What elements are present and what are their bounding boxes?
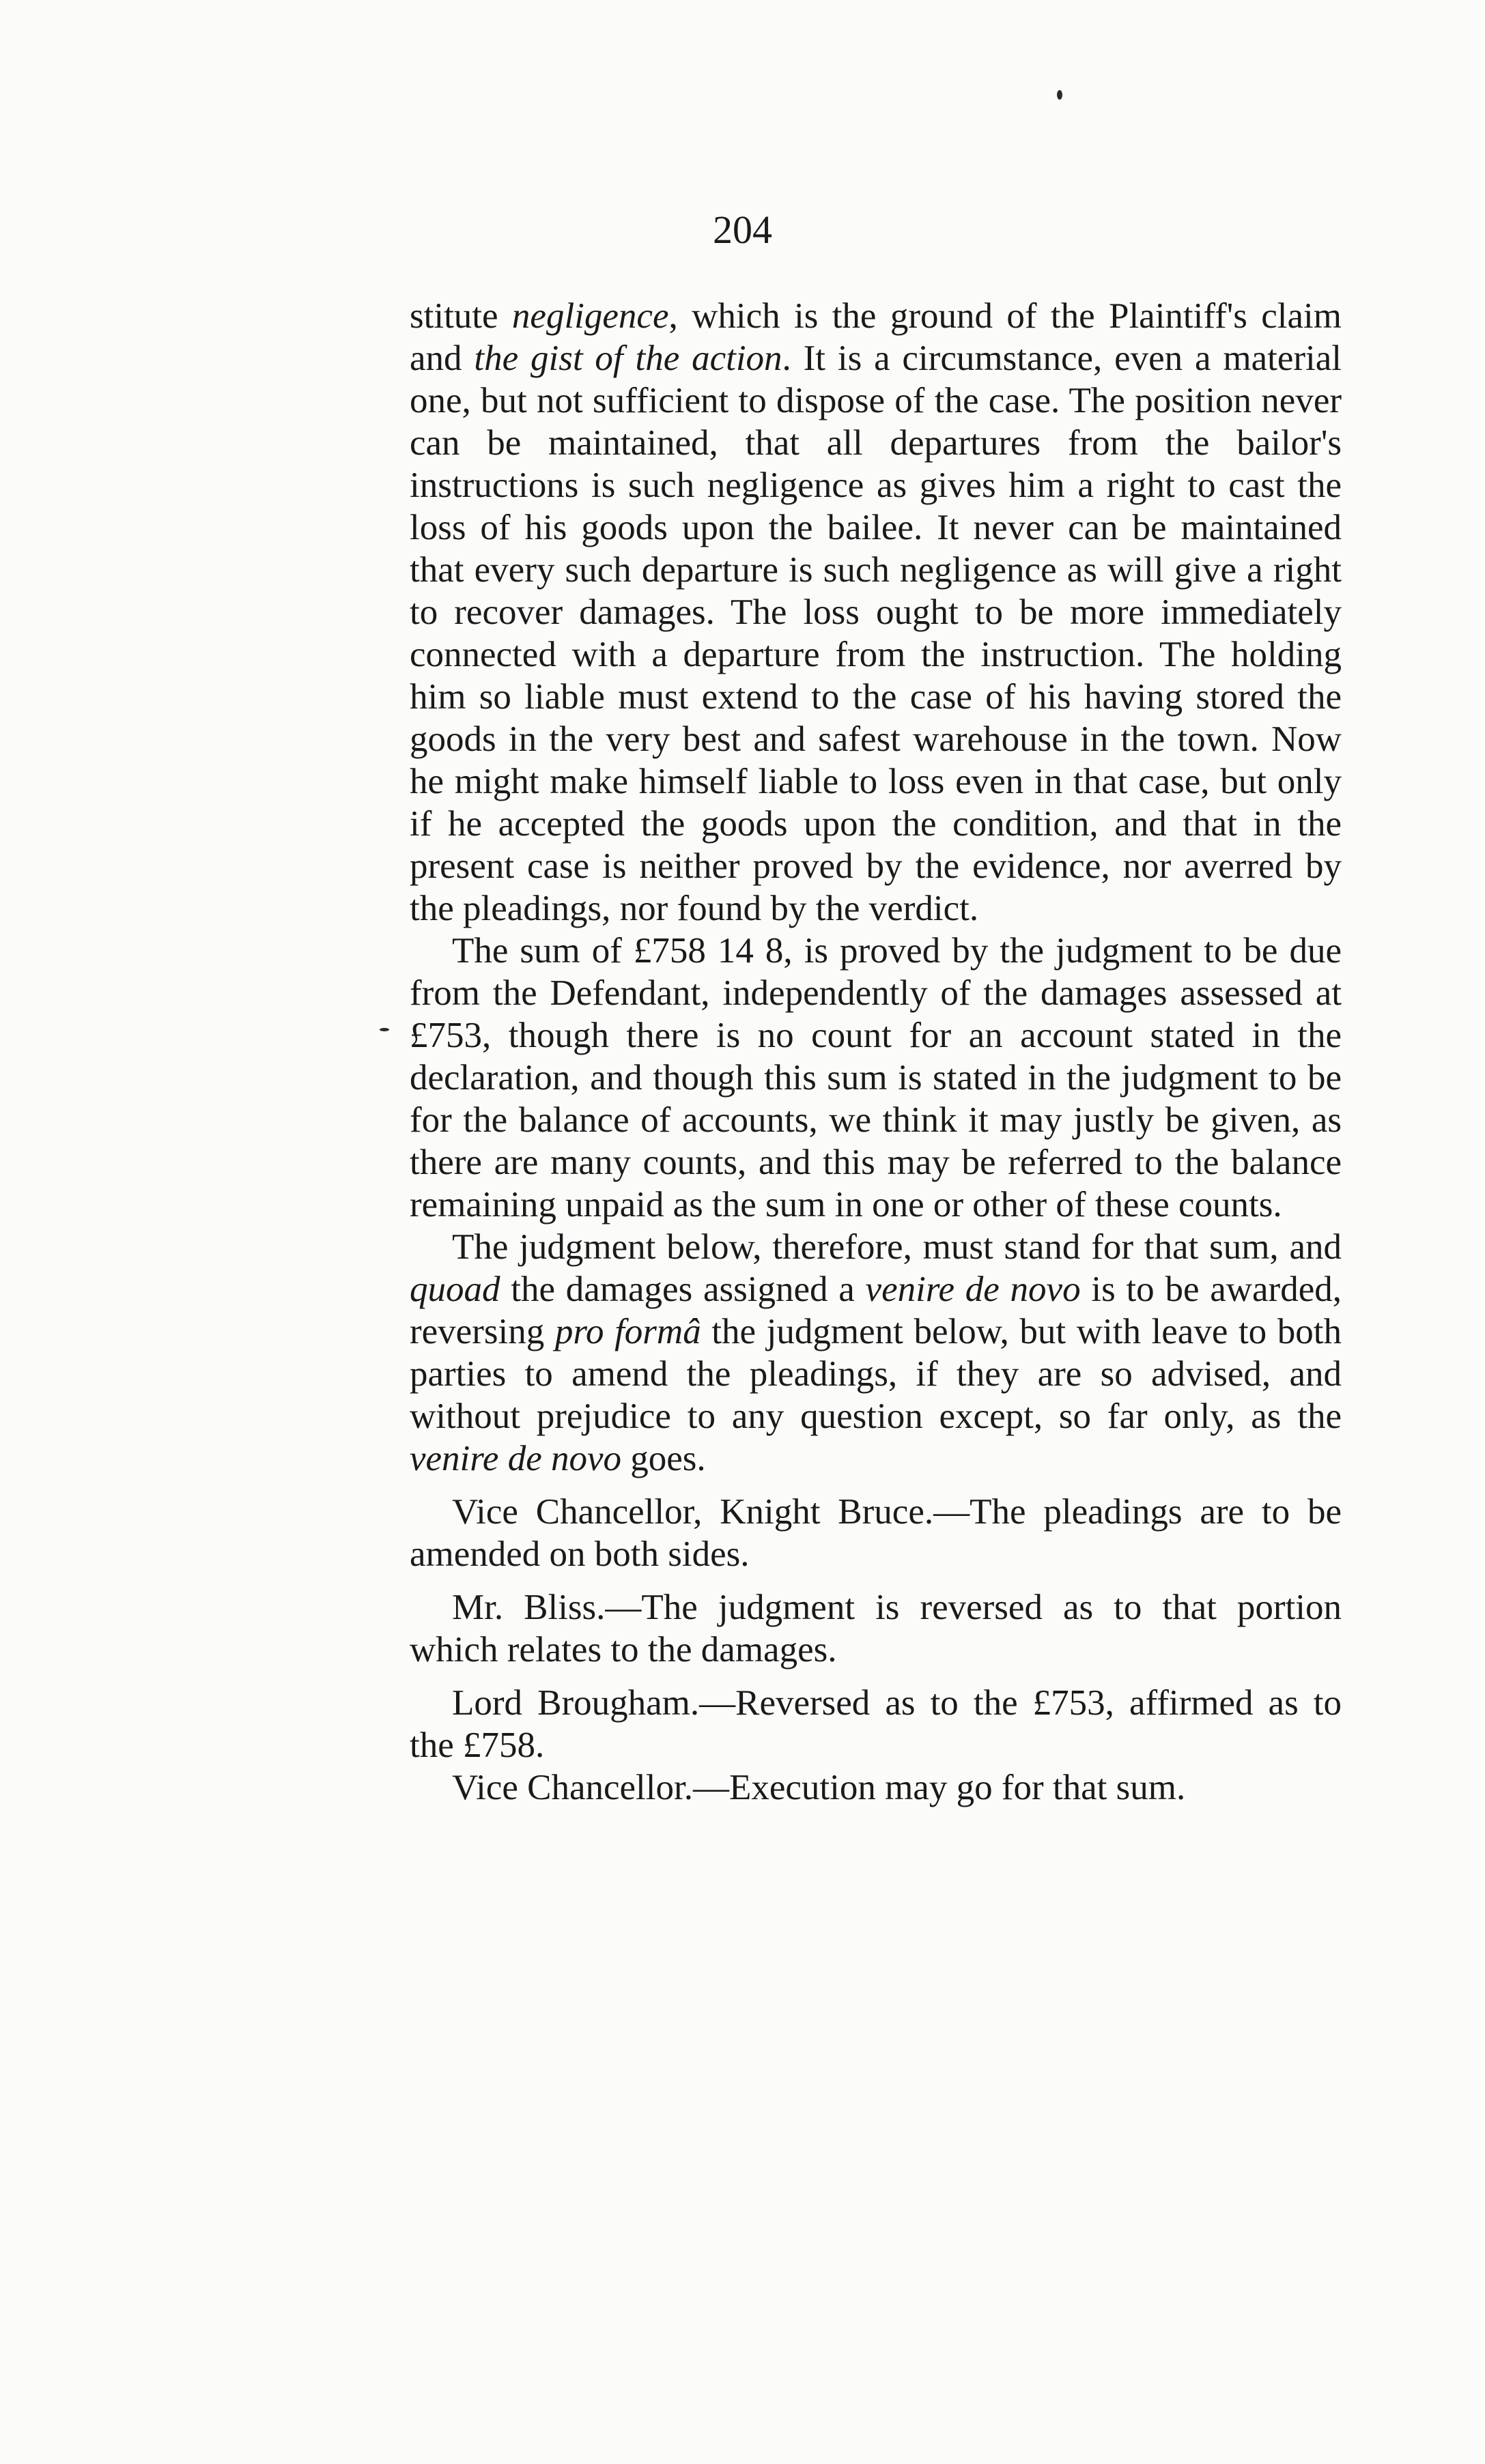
text-run: Mr. Bliss.—The judgment is reversed as to that portion which relates to the damages.: [410, 1588, 1342, 1670]
ink-speck: [380, 1028, 389, 1031]
ink-speck: [1057, 90, 1062, 100]
text-run: the damages assigned a: [500, 1270, 866, 1309]
paragraph-mr-bliss: [410, 1586, 1342, 1671]
paragraph-sum-due: [410, 930, 1342, 1226]
text-run: Vice Chancellor.—Execution may go for that sum.: [452, 1768, 1186, 1807]
text-run: the judgment below, but with leave to both parties to amend the pleadings, if they are so advised, and without prejudice to any question except, so far only, as the: [410, 1312, 1342, 1436]
italic-term: venire de novo: [410, 1439, 622, 1478]
italic-term: the gist of the action: [474, 339, 782, 378]
text-run: goes.: [621, 1439, 706, 1478]
text-run: , which is the ground of the Plaintiff's claim and: [410, 296, 1342, 378]
paragraph-negligence-argument: [410, 295, 1342, 930]
paragraph-vice-chancellor-knight-bruce: [410, 1491, 1342, 1575]
paragraph-judgment-below: [410, 1226, 1342, 1480]
text-run: stitute: [410, 296, 512, 336]
page-number: 204: [713, 207, 772, 252]
italic-term: venire de novo: [865, 1270, 1081, 1309]
body-text: [410, 295, 1342, 1809]
text-run: is to be awarded, reversing: [410, 1270, 1342, 1351]
italic-term: quoad: [410, 1270, 500, 1309]
text-run: . It is a circumstance, even a material one, but not sufficient to dispose of the case. The position never can be maintained, that all departures from the bailor's instructions is such negligence as gives him a right to cast the loss of his goods upon the bailee. It never can be maintained that every such departure is such negligence as will give a right to recover damages. The loss ought to be more immediately connected with a departure from the instruction. The holding him so liable must extend to the case of his having stored the goods in the very best and safest warehouse in the town. Now he might make himself liable to loss even in that case, but only if he accepted the goods upon the condition, and that in the present case is neither proved by the evidence, nor averred by the pleadings, nor found by the verdict.: [410, 339, 1342, 928]
italic-term: negligence: [511, 296, 669, 336]
text-run: The sum of £758 14 8, is proved by the judgment to be due from the Defendant, independently of the damages assessed at £753, though there is no count for an account stated in the declaration, and though this sum is stated in the judgment to be for the balance of accounts, we think it may justly be given, as there are many counts, and this may be referred to the balance remaining unpaid as the sum in one or other of these counts.: [410, 931, 1342, 1224]
text-run: Lord Brougham.—Reversed as to the £753, affirmed as to the £758.: [410, 1683, 1342, 1765]
text-run: Vice Chancellor, Knight Bruce.—The pleadings are to be amended on both sides.: [410, 1492, 1342, 1574]
italic-term: pro formâ: [554, 1312, 701, 1351]
text-run: The judgment below, therefore, must stand for that sum, and: [452, 1227, 1342, 1267]
paragraph-lord-brougham: [410, 1682, 1342, 1766]
paragraph-vice-chancellor-execution: [410, 1766, 1342, 1809]
